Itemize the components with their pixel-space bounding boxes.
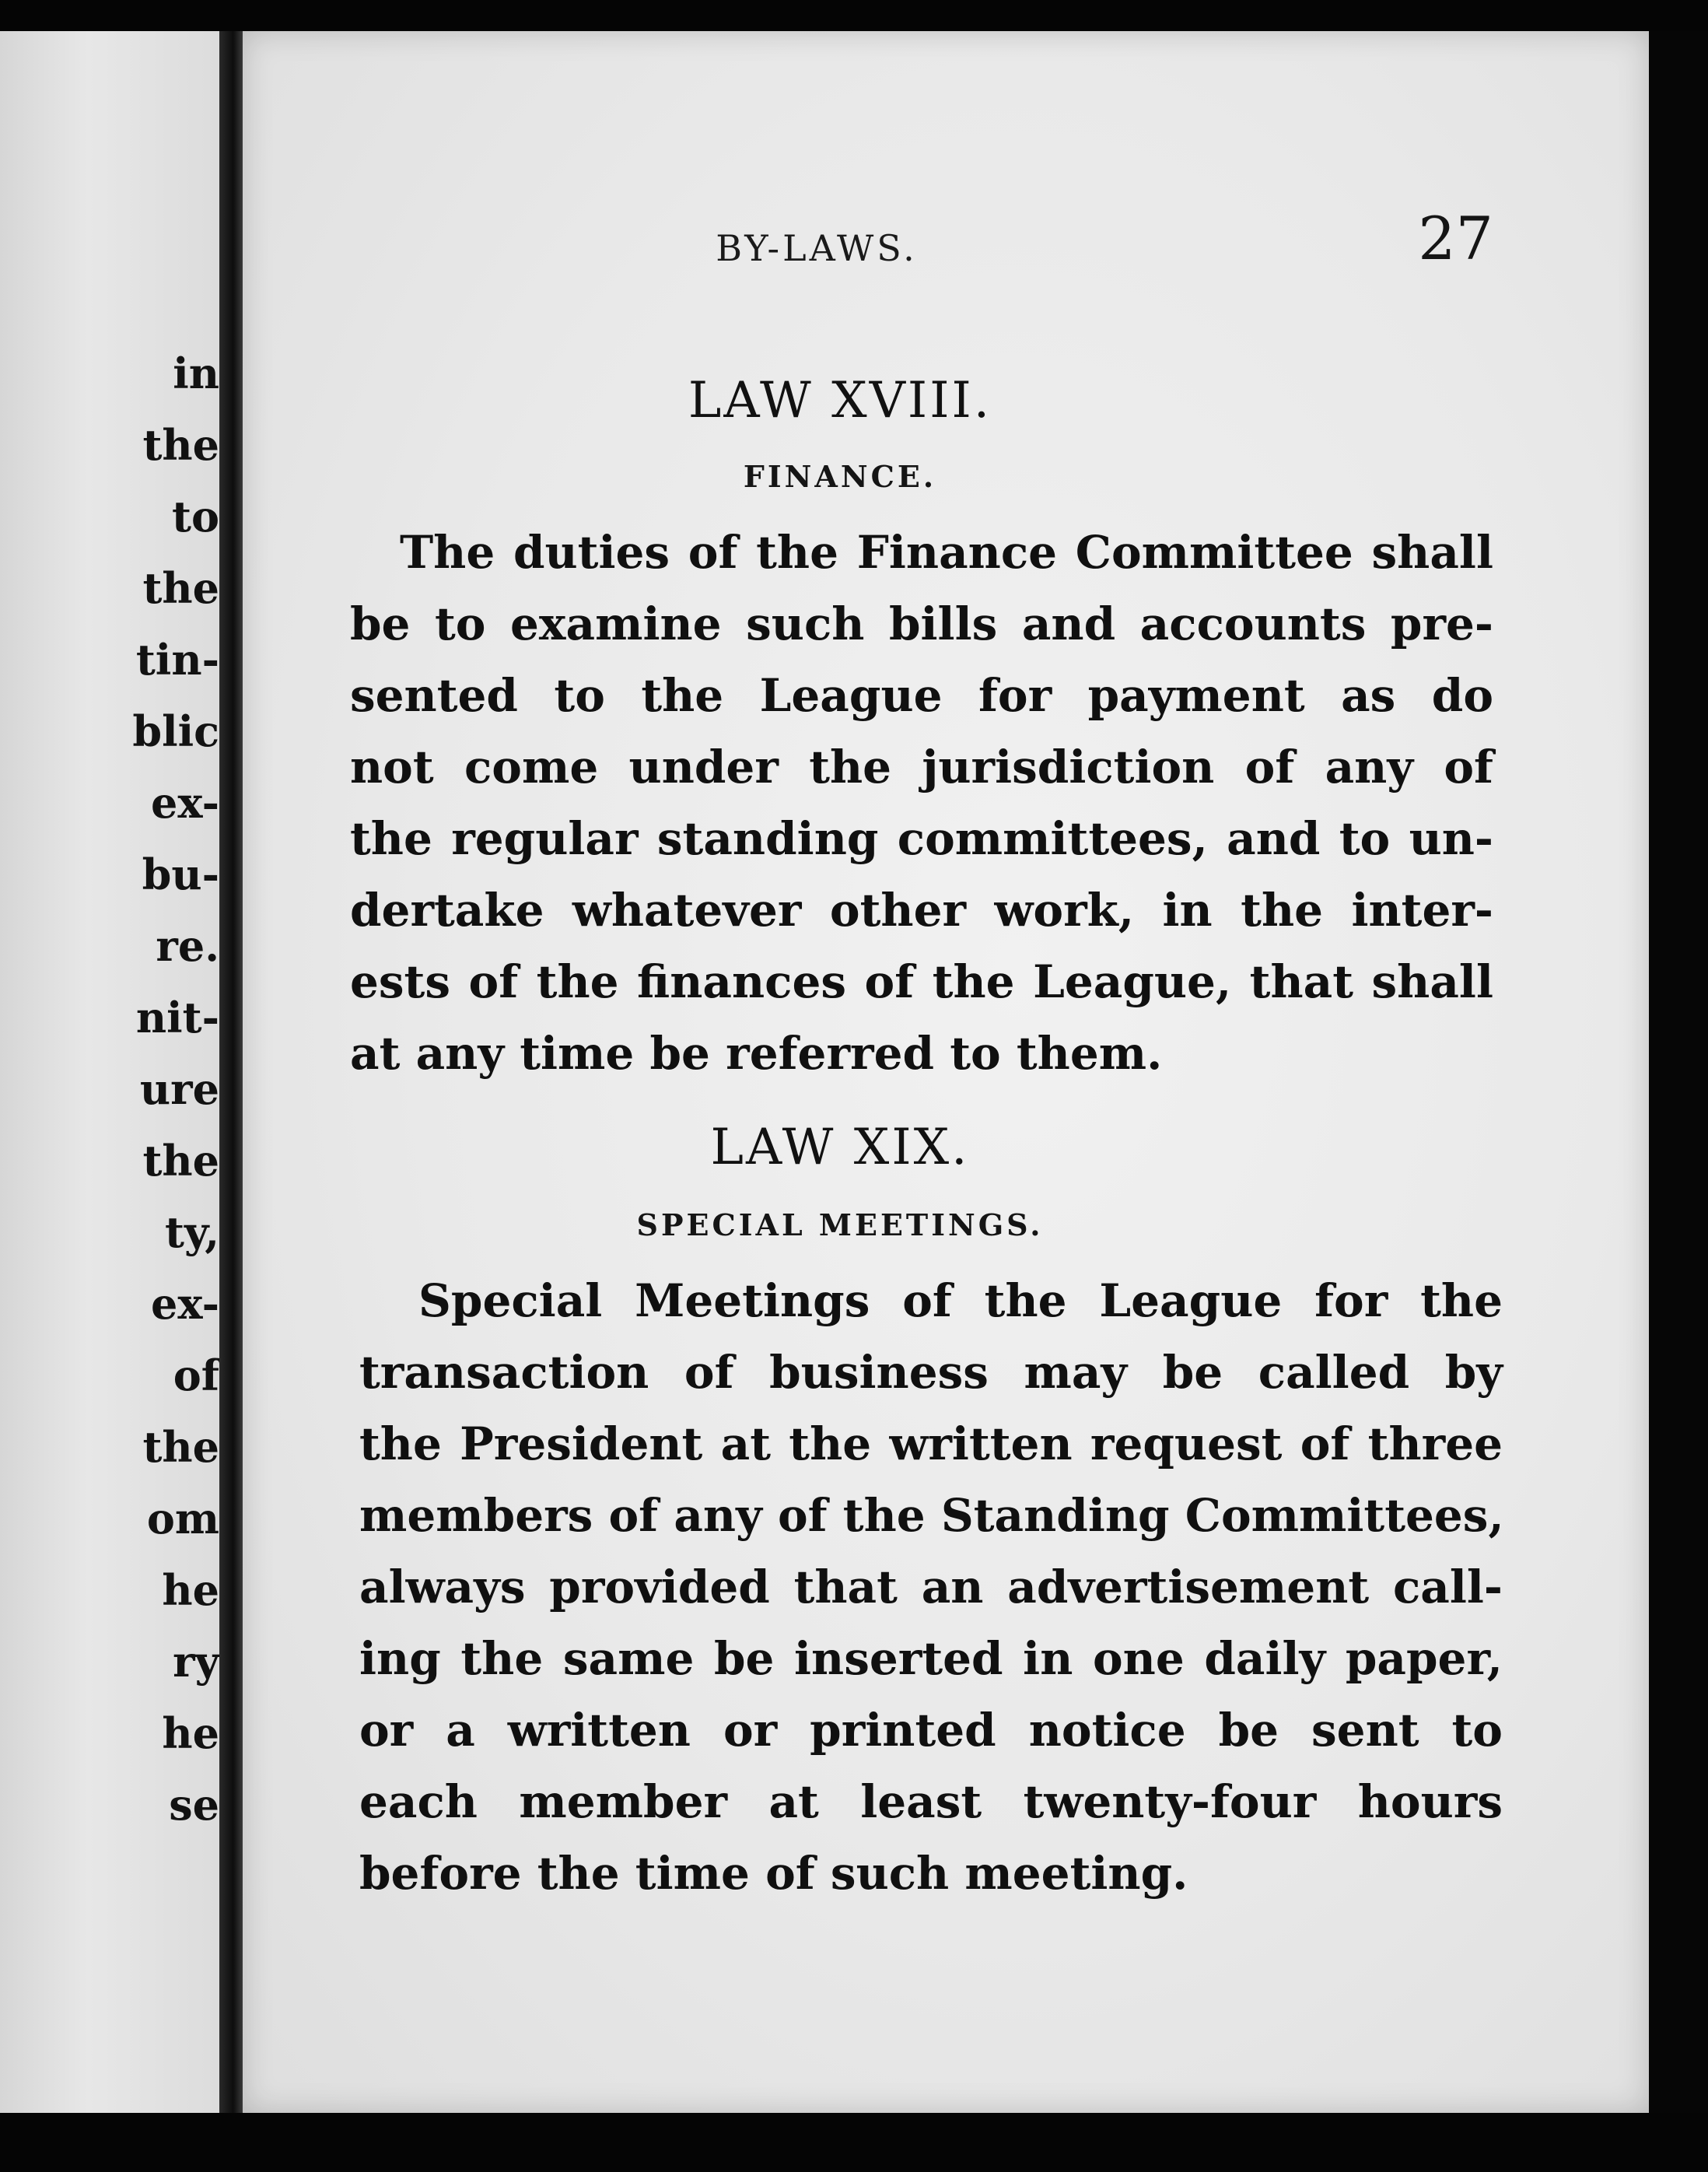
left-text-fragment: the xyxy=(142,1422,219,1472)
paragraph-line: ing the same be inserted in one daily paper, xyxy=(359,1632,1503,1685)
scan-border-bottom xyxy=(0,2113,1708,2172)
left-text-fragment: he xyxy=(162,1565,219,1615)
left-text-fragment: ure xyxy=(139,1064,219,1114)
left-text-fragment: of xyxy=(173,1350,219,1400)
left-text-fragment: ry xyxy=(173,1637,219,1687)
paragraph-line: transaction of business may be called by xyxy=(359,1346,1503,1399)
left-text-fragment: the xyxy=(142,1136,219,1186)
law-xix-paragraph xyxy=(359,1265,1503,1909)
law-xviii-subtitle: FINANCE. xyxy=(743,459,937,494)
paragraph-line: before the time of such meeting. xyxy=(359,1847,1188,1900)
paragraph-line: the President at the written request of three xyxy=(359,1417,1503,1470)
left-text-fragment: om xyxy=(146,1494,219,1543)
paragraph-line: at any time be referred to them. xyxy=(350,1027,1163,1080)
page-number: 27 xyxy=(1418,204,1493,273)
paragraph-line: ests of the finances of the League, that shall xyxy=(350,955,1493,1008)
left-text-fragment: bu- xyxy=(142,850,219,899)
left-text-fragment: re. xyxy=(156,921,219,971)
scan-border-right xyxy=(1649,31,1708,2113)
paragraph-line: be to examine such bills and accounts pre- xyxy=(350,597,1493,650)
left-text-fragment: the xyxy=(142,563,219,613)
scan-border-top xyxy=(0,0,1708,31)
left-text-fragment: blic xyxy=(132,706,219,756)
paragraph-line: The duties of the Finance Committee shall xyxy=(400,526,1493,579)
left-text-fragment: ty, xyxy=(165,1207,219,1257)
left-text-fragment: tin- xyxy=(135,635,219,685)
law-xix-subtitle: SPECIAL MEETINGS. xyxy=(636,1207,1044,1242)
left-text-fragment: nit- xyxy=(135,993,219,1042)
left-text-fragment: in xyxy=(173,349,219,398)
running-head: BY-LAWS. xyxy=(716,227,918,269)
paragraph-line: the regular standing committees, and to un- xyxy=(350,812,1493,865)
paragraph-line: members of any of the Standing Committees, xyxy=(359,1489,1504,1542)
paragraph-line: or a written or printed notice be sent to xyxy=(359,1704,1503,1757)
paragraph-line: Special Meetings of the League for the xyxy=(418,1274,1503,1327)
paragraph-line: dertake whatever other work, in the inter- xyxy=(350,884,1493,937)
law-xix-title: LAW XIX. xyxy=(710,1119,970,1176)
left-text-fragment: to xyxy=(172,492,219,541)
paragraph-line: not come under the jurisdiction of any of xyxy=(350,741,1493,793)
left-text-fragment: ex- xyxy=(150,778,219,828)
law-xviii-title: LAW XVIII. xyxy=(688,372,992,429)
left-text-fragment: he xyxy=(162,1708,219,1758)
paragraph-line: always provided that an advertisement call- xyxy=(359,1561,1503,1613)
paragraph-line: sented to the League for payment as do xyxy=(350,669,1493,722)
left-text-fragment: the xyxy=(142,420,219,470)
left-text-fragment: se xyxy=(169,1780,219,1830)
law-xviii-paragraph xyxy=(350,517,1493,1089)
left-text-fragment: ex- xyxy=(150,1279,219,1329)
left-facing-page xyxy=(0,31,219,2113)
book-gutter xyxy=(219,31,243,2113)
paragraph-line: each member at least twenty-four hours xyxy=(359,1775,1503,1828)
